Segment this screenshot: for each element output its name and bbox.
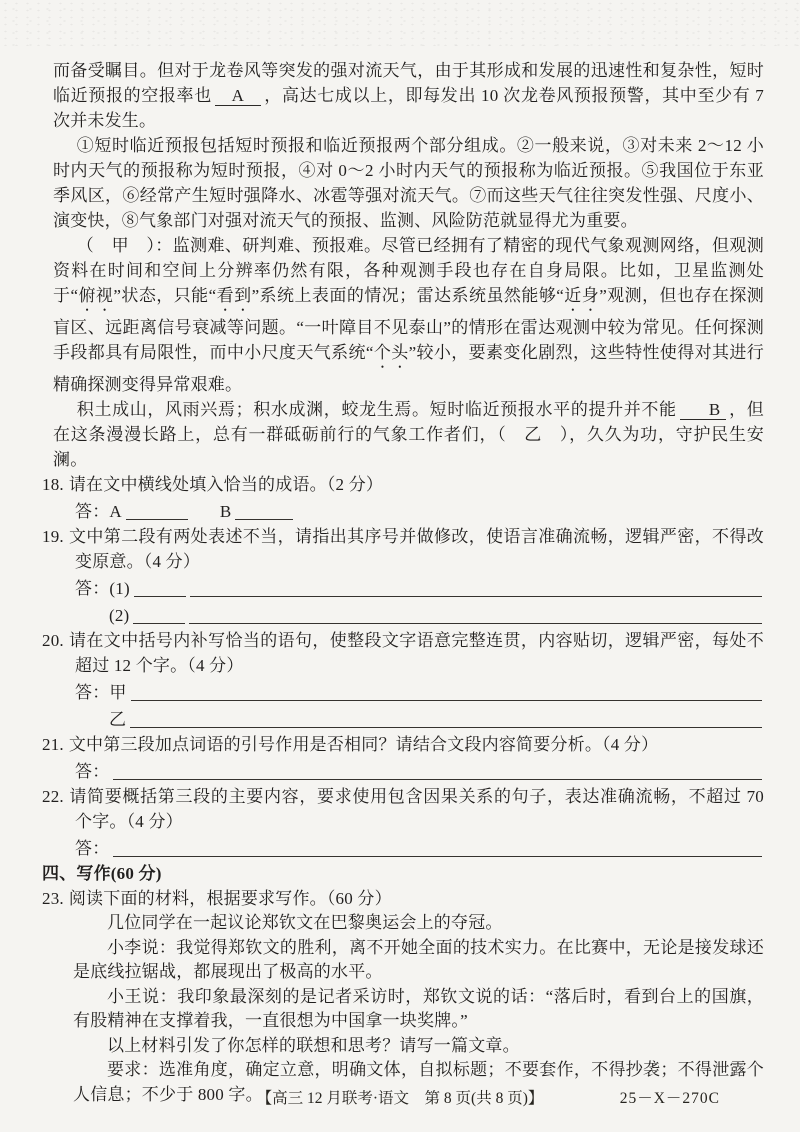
question-number: 19. [42, 527, 64, 546]
material-paragraph-1: 几位同学在一起议论郑钦文在巴黎奥运会上的夺冠。 [107, 913, 503, 932]
question-20-answer-line-1 [75, 678, 764, 705]
question-21-text [42, 732, 764, 757]
passage-text: ”观测，但也存在探测盲区、远距离信号衰减等问题。“一叶障目不见泰山”的情形在雷达观测中较为常见。任何探测手段都具有局限性，而中小尺度天气系统“ [53, 286, 765, 362]
question-number: 21. [42, 735, 64, 754]
material-paragraph-4: 以上材料引发了你怎样的联想和思考？请写一篇文章。 [107, 1035, 520, 1055]
answer-item-label-2: (2) [109, 606, 130, 625]
passage-text: ”较小，要素变化剧烈，这些特性使得对其进行精确探测变得异常艰难。 [53, 343, 764, 394]
passage-paragraph-2 [53, 133, 764, 233]
inline-blank-a: A [215, 86, 261, 106]
answer-item-label-yi: 乙 [109, 710, 127, 729]
question-23-text [42, 886, 764, 911]
question-23 [42, 886, 764, 1107]
answer-blank-line [131, 697, 762, 701]
page-content [42, 58, 764, 1107]
question-20-answer-line-2 [109, 705, 764, 732]
passage-paragraph-4 [53, 397, 764, 472]
answer-blank-line [189, 620, 762, 624]
answer-blank-line [190, 593, 762, 597]
question-19-answer-line-1 [75, 574, 764, 601]
passage-paragraph-3 [53, 233, 764, 397]
reading-passage [42, 58, 764, 472]
question-text: 请简要概括第三段的主要内容，要求使用包含因果关系的句子，表达准确流畅，不超过 70 个字。（4 分） [68, 787, 764, 831]
answer-blank-line [235, 516, 293, 520]
question-20-text [42, 628, 764, 678]
question-number: 22. [42, 787, 64, 806]
passage-text: （ 甲 ）：监测难、研判难、预报难。尽管已经拥有了精密的现代气象观测网络，但观测资料在时间和空间上分辨率仍然有限，各种观测手段也存在自身局限。比如，卫星监测处于“ [53, 236, 764, 305]
question-number: 20. [42, 631, 64, 650]
answer-item-label-a: A [109, 502, 122, 521]
scan-noise-texture [0, 0, 800, 46]
material-paragraph-3: 小王说：我印象最深刻的是记者采访时，郑钦文说的话：“落后时，看到台上的国旗，有股精神在支撑着我，一直很想为中国拿一块奖牌。” [73, 986, 764, 1030]
question-22-text [42, 784, 764, 834]
question-text: 请在文中括号内补写恰当的语句，使整段文字语意完整连贯，内容贴切，逻辑严密，每处不超过 12 个字。（4 分） [68, 631, 764, 675]
passage-paragraph-1 [53, 58, 764, 133]
answer-prefix: 答： [75, 683, 110, 702]
passage-text: ①短时临近预报包括短时预报和临近预报两个部分组成。②一般来说，③对未来 2～12 小时内天气的预报称为短时预报，④对 0～2 小时内天气的预报称为临近预报。⑤我国位于东亚季风区，⑥经常产生短时强降水、冰雹等强对流天气。⑦而这些天气往往突发性强、尺度小、演变快，⑧气象部门对强对流天气的预报、监测、风险防范就显得尤为重要。 [53, 136, 764, 230]
answer-prefix: 答： [75, 762, 110, 781]
question-19-text [42, 524, 764, 574]
answer-prefix: 答： [75, 579, 110, 598]
page-footer [0, 1086, 800, 1108]
emphasized-term: 看到 [216, 286, 252, 305]
question-22-answer-line [75, 834, 764, 861]
emphasized-term: 俯视 [78, 286, 114, 305]
emphasized-term: 近身 [564, 286, 600, 305]
question-text: 请在文中横线处填入恰当的成语。（2 分） [68, 475, 384, 494]
essay-material [73, 911, 764, 1107]
material-requirements: 要求：选准角度，确定立意，明确文体，自拟标题；不要套作，不得抄袭；不得泄露个人信息；不少于 800 字。 [73, 1060, 764, 1104]
answer-prefix: 答： [75, 502, 110, 521]
question-text: 文中第二段有两处表述不当，请指出其序号并做修改，使语言准确流畅，逻辑严密，不得改变原意。（4 分） [68, 527, 764, 571]
passage-text: 而备受瞩目。但对于龙卷风等突发的强对流天气，由于其形成和发展的迅速性和复杂性，短时临近预报的空报率也 [53, 61, 764, 105]
inline-blank-b: B [680, 400, 726, 420]
passage-text: ”状态，只能“ [113, 286, 217, 305]
passage-text: 积土成山，风雨兴焉；积水成渊，蛟龙生焉。短时临近预报水平的提升并不能 [76, 400, 677, 419]
question-text: 文中第三段加点词语的引号作用是否相同？请结合文段内容简要分析。（4 分） [68, 735, 659, 754]
footer-paper-code: 25－X－270C [619, 1090, 720, 1107]
answer-blank-line [134, 593, 186, 597]
passage-text: ”系统上表面的情况；雷达系统虽然能够“ [251, 286, 565, 305]
passage-text: ，但在这条漫漫长路上，总有一群砥砺前行的气象工作者们，（ 乙 ），久久为功，守护民生安澜。 [53, 400, 764, 469]
emphasized-term: 个头 [373, 343, 409, 362]
section-4-title: 四、写作(60 分) [42, 864, 162, 883]
question-number: 23. [42, 889, 64, 908]
question-22 [42, 784, 764, 861]
answer-item-label-b: B [219, 502, 232, 521]
answer-blank-line [130, 724, 762, 728]
answer-item-label-jia: 甲 [109, 683, 127, 702]
answer-prefix: 答： [75, 839, 110, 858]
question-21-answer-line [75, 757, 764, 784]
answer-blank-line [126, 516, 188, 520]
question-20 [42, 628, 764, 732]
material-paragraph-2: 小李说：我觉得郑钦文的胜利，离不开她全面的技术实力。在比赛中，无论是接发球还是底线拉锯战，都展现出了极高的水平。 [73, 937, 764, 981]
question-19-answer-line-2 [109, 601, 764, 628]
question-18-answer-line [75, 497, 764, 524]
answer-item-label-1: (1) [109, 579, 130, 598]
question-18 [42, 472, 764, 524]
answer-blank-line [113, 776, 762, 780]
passage-text: ，高达七成以上，即每发出 10 次龙卷风预报预警，其中至少有 7 次并未发生。 [53, 86, 764, 130]
footer-exam-page-label: 【高三 12 月联考·语文 第 8 页(共 8 页)】 [256, 1090, 544, 1107]
question-19 [42, 524, 764, 628]
question-text: 阅读下面的材料，根据要求写作。（60 分） [68, 889, 392, 908]
answer-blank-line [133, 620, 185, 624]
answer-blank-line [113, 853, 762, 857]
question-18-text [42, 472, 764, 497]
question-number: 18. [42, 475, 64, 494]
question-21 [42, 732, 764, 784]
